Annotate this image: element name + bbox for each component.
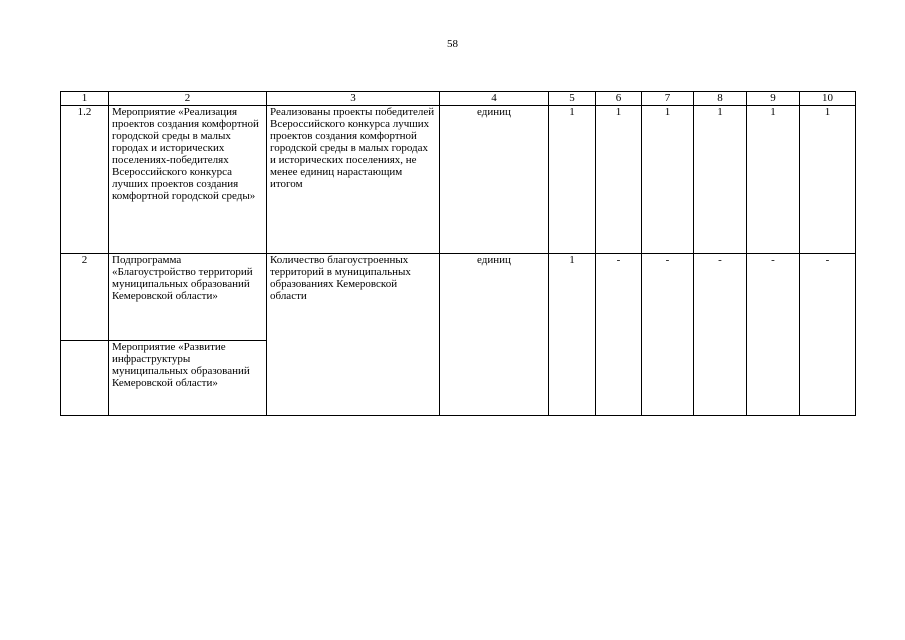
value-cell-col-5: 1 [549,254,596,416]
unit-cell: единиц [440,106,549,254]
event-name-cell: Мероприятие «Развитие инфраструктуры муниципальных образований Кемеровской области» [109,341,267,416]
value-cell-col-9: 1 [747,106,800,254]
header-cell-col-10: 10 [800,92,856,106]
header-cell-col-5: 5 [549,92,596,106]
header-cell-col-1: 1 [61,92,109,106]
page-number: 58 [447,38,458,50]
table-row [61,254,856,341]
value-cell-col-8: 1 [694,106,747,254]
indicator-cell: Реализованы проекты победителей Всероссийского конкурса лучших проектов создания комфортной городской среды в малых городах и исторических поселениях, не менее единиц нарастающим итогом [267,106,440,254]
value-cell-col-5: 1 [549,106,596,254]
indicators-table [60,91,856,416]
unit-cell: единиц [440,254,549,416]
header-cell-col-6: 6 [596,92,642,106]
value-cell-col-10: - [800,254,856,416]
header-cell-col-7: 7 [642,92,694,106]
row-number [61,341,109,416]
value-cell-col-10: 1 [800,106,856,254]
row-number: 2 [61,254,109,341]
event-name-cell: Мероприятие «Реализация проектов создания комфортной городской среды в малых городах и исторических поселениях-победителях Всероссийского конкурса лучших проектов создания комфортной городской среды» [109,106,267,254]
header-cell-col-2: 2 [109,92,267,106]
value-cell-col-7: - [642,254,694,416]
row-number: 1.2 [61,106,109,254]
value-cell-col-8: - [694,254,747,416]
value-cell-col-7: 1 [642,106,694,254]
subprogram-name-cell: Подпрограмма «Благоустройство территорий муниципальных образований Кемеровской области» [109,254,267,341]
header-cell-col-9: 9 [747,92,800,106]
table-header-row [61,92,856,106]
value-cell-col-6: 1 [596,106,642,254]
header-cell-col-3: 3 [267,92,440,106]
indicator-cell: Количество благоустроенных территорий в муниципальных образованиях Кемеровской области [267,254,440,416]
value-cell-col-6: - [596,254,642,416]
header-cell-col-4: 4 [440,92,549,106]
header-cell-col-8: 8 [694,92,747,106]
value-cell-col-9: - [747,254,800,416]
table-row [61,106,856,254]
